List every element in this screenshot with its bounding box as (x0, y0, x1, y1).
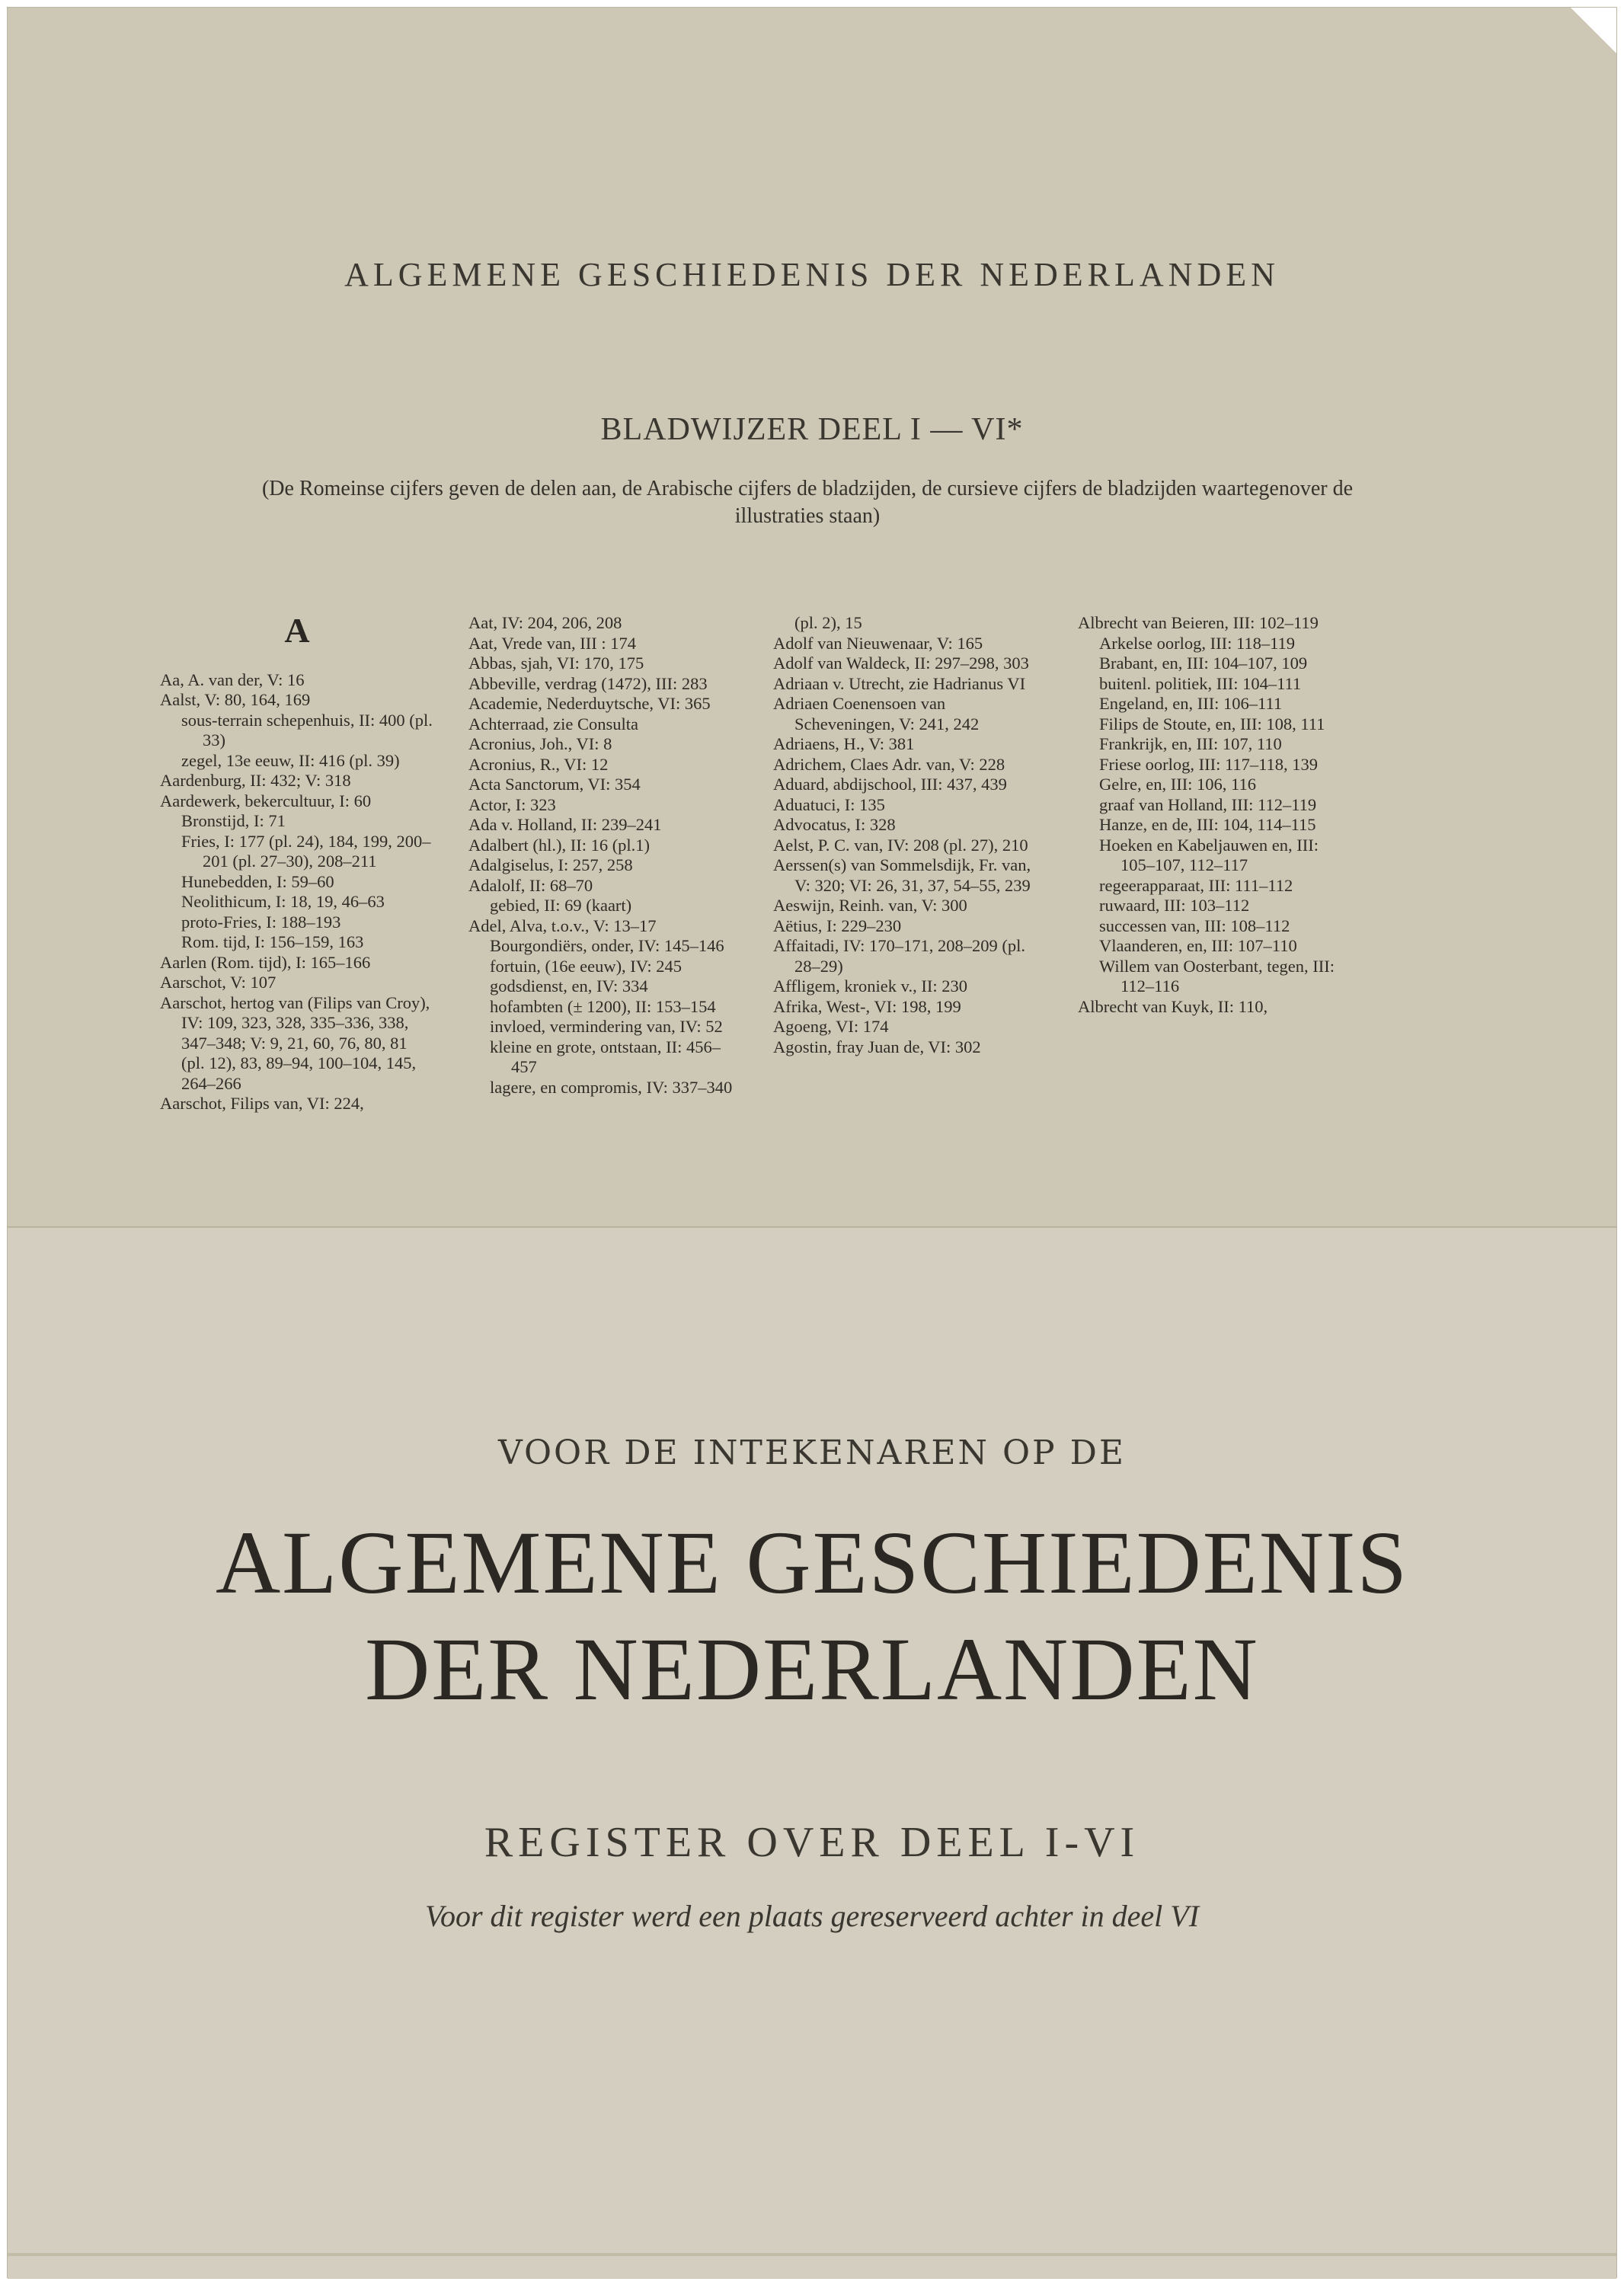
index-entry: Abbeville, verdrag (1472), III: 283 (468, 673, 708, 693)
index-entry: Brabant, en, III: 104–107, 109 (1099, 654, 1308, 673)
index-entry: successen van, III: 108–112 (1099, 916, 1290, 935)
index-entry: (pl. 2), 15 (794, 613, 862, 632)
index-entry: Ada v. Holland, II: 239–241 (468, 815, 662, 834)
index-list-3 (773, 613, 1047, 1057)
index-entry: zegel, 13e eeuw, II: 416 (pl. 39) (181, 750, 400, 770)
index-entry: Adrichem, Claes Adr. van, V: 228 (773, 754, 1005, 774)
index-entry: Adriaens, H., V: 381 (773, 734, 915, 753)
index-entry: Aeswijn, Reinh. van, V: 300 (773, 896, 967, 915)
index-entry: Aduard, abdijschool, III: 437, 439 (773, 775, 1007, 794)
index-entry: Aarschot, hertog van (Filips van Croy), IV: 109, 323, 328, 335–336, 338, 347–348; V: 9, 21, 60, 76, 80, 81 (pl. 12), 83, 89–94, 100–104, 145, 264–266 (160, 992, 430, 1093)
index-entry: godsdienst, en, IV: 334 (490, 976, 648, 995)
subscribers-line: VOOR DE INTEKENAREN OP DE (497, 1433, 1127, 1472)
index-entry: Acronius, Joh., VI: 8 (468, 734, 612, 753)
reserved-note: Voor dit register werd een plaats gereserveerd achter in deel VI (424, 1899, 1200, 1933)
index-entry: Albrecht van Kuyk, II: 110, (1078, 996, 1268, 1016)
index-entry: Rom. tijd, I: 156–159, 163 (181, 932, 364, 951)
explanatory-note: (De Romeinse cijfers geven de delen aan, de Arabische cijfers de bladzijden, de cursieve cijfers de bladzijden waartegenover de illustraties staan) (261, 477, 1354, 528)
cover-sleeve (8, 1226, 1616, 2279)
index-entry: Arkelse oorlog, III: 118–119 (1099, 633, 1296, 653)
index-entry: Albrecht van Beieren, III: 102–119 (1078, 613, 1319, 632)
index-entry: Friese oorlog, III: 117–118, 139 (1099, 754, 1319, 774)
index-entry: Hanze, en de, III: 104, 114–115 (1099, 815, 1316, 834)
index-entry: Affligem, kroniek v., II: 230 (773, 976, 967, 995)
index-entry: Fries, I: 177 (pl. 24), 184, 199, 200–201 (pl. 27–30), 208–211 (181, 831, 431, 871)
index-entry: Afrika, West-, VI: 198, 199 (773, 996, 961, 1016)
index-column-1 (160, 613, 434, 1114)
index-column-4 (1078, 613, 1352, 1017)
main-title-line-1: ALGEMENE GESCHIEDENIS (215, 1513, 1409, 1612)
index-entry: Hoeken en Kabeljauwen en, III: 105–107, 112–117 (1099, 835, 1319, 874)
index-entry: Bourgondiërs, onder, IV: 145–146 (490, 936, 724, 955)
index-entry: Hunebedden, I: 59–60 (181, 871, 334, 891)
index-entry: Engeland, en, III: 106–111 (1099, 694, 1283, 713)
index-entry: Agoeng, VI: 174 (773, 1017, 889, 1036)
register-title: REGISTER OVER DEEL I-VI (484, 1819, 1140, 1866)
index-entry: kleine en grote, ontstaan, II: 456–457 (490, 1037, 721, 1076)
index-entry: Bronstijd, I: 71 (181, 811, 286, 830)
index-entry: Adalbert (hl.), II: 16 (pl.1) (468, 835, 651, 855)
index-entry: Advocatus, I: 328 (773, 815, 896, 834)
index-entry: Actor, I: 323 (468, 794, 556, 814)
main-title (8, 1510, 1616, 1723)
index-entry: Aduatuci, I: 135 (773, 794, 885, 814)
index-entry: Aarschot, V: 107 (160, 973, 277, 992)
main-title-line-2: DER NEDERLANDEN (365, 1619, 1259, 1719)
index-entry: buitenl. politiek, III: 104–111 (1099, 673, 1302, 693)
index-list-1 (160, 670, 434, 1114)
index-entry: Adolf van Waldeck, II: 297–298, 303 (773, 654, 1029, 673)
index-entry: Adriaen Coenensoen van Scheveningen, V: 241, 242 (773, 694, 980, 733)
index-entry: proto-Fries, I: 188–193 (181, 912, 341, 932)
index-entry: Aerssen(s) van Sommelsdijk, Fr. van, V: 320; VI: 26, 31, 37, 54–55, 239 (773, 855, 1031, 895)
index-entry: Adolf van Nieuwenaar, V: 165 (773, 633, 983, 653)
index-entry: Adalolf, II: 68–70 (468, 875, 593, 895)
index-entry: Aalst, V: 80, 164, 169 (160, 690, 311, 709)
index-entry: lagere, en compromis, IV: 337–340 (490, 1077, 733, 1097)
index-list-2 (468, 613, 743, 1098)
index-entry: Neolithicum, I: 18, 19, 46–63 (181, 892, 385, 911)
index-entry: ruwaard, III: 103–112 (1099, 896, 1250, 915)
index-entry: Affaitadi, IV: 170–171, 208–209 (pl. 28–29) (773, 936, 1025, 976)
index-entry: Acronius, R., VI: 12 (468, 754, 609, 774)
index-column-3 (773, 613, 1047, 1057)
document-heading: ALGEMENE GESCHIEDENIS DER NEDERLANDEN (344, 256, 1280, 293)
index-entry: Adalgiselus, I: 257, 258 (468, 855, 633, 874)
folded-corner (1571, 8, 1616, 53)
index-entry: Aelst, P. C. van, IV: 208 (pl. 27), 210 (773, 835, 1028, 855)
index-columns (160, 613, 1379, 1226)
index-entry: Frankrijk, en, III: 107, 110 (1099, 734, 1282, 753)
index-entry: Willem van Oosterbant, tegen, III: 112–116 (1099, 956, 1335, 995)
index-entry: Acta Sanctorum, VI: 354 (468, 775, 641, 794)
index-entry: Academie, Nederduytsche, VI: 365 (468, 694, 711, 713)
index-entry: sous-terrain schepenhuis, II: 400 (pl. 33) (181, 710, 433, 749)
index-entry: Filips de Stoute, en, III: 108, 111 (1099, 714, 1325, 733)
index-entry: Abbas, sjah, VI: 170, 175 (468, 654, 644, 673)
bookmark-subtitle: BLADWIJZER DEEL I — VI* (600, 412, 1024, 447)
index-entry: gebied, II: 69 (kaart) (490, 896, 632, 915)
index-entry: Agostin, fray Juan de, VI: 302 (773, 1037, 981, 1056)
index-entry: hofambten (± 1200), II: 153–154 (490, 996, 716, 1016)
index-column-2 (468, 613, 743, 1098)
index-entry: regeerapparaat, III: 111–112 (1099, 875, 1293, 895)
index-entry: Aat, IV: 204, 206, 208 (468, 613, 622, 632)
index-entry: Aa, A. van der, V: 16 (160, 670, 305, 689)
index-entry: Aarschot, Filips van, VI: 224, (160, 1094, 364, 1113)
index-letter: A (284, 613, 310, 650)
index-entry: Gelre, en, III: 106, 116 (1099, 775, 1256, 794)
index-entry: Aardenburg, II: 432; V: 318 (160, 771, 351, 790)
document-sheet (8, 8, 1616, 2277)
index-entry: invloed, vermindering van, IV: 52 (490, 1017, 723, 1036)
bottom-crease (8, 2253, 1616, 2256)
index-entry: Aëtius, I: 229–230 (773, 916, 902, 935)
index-list-4 (1078, 613, 1352, 1017)
index-entry: Vlaanderen, en, III: 107–110 (1099, 936, 1297, 955)
index-entry: Achterraad, zie Consulta (468, 714, 639, 733)
index-entry: Adriaan v. Utrecht, zie Hadrianus VI (773, 673, 1026, 693)
index-entry: Aat, Vrede van, III : 174 (468, 633, 637, 653)
index-entry: Adel, Alva, t.o.v., V: 13–17 (468, 916, 657, 935)
index-entry: Aarlen (Rom. tijd), I: 165–166 (160, 952, 371, 972)
index-entry: Aardewerk, bekercultuur, I: 60 (160, 791, 372, 810)
index-entry: graaf van Holland, III: 112–119 (1099, 794, 1317, 814)
index-entry: fortuin, (16e eeuw), IV: 245 (490, 956, 683, 976)
